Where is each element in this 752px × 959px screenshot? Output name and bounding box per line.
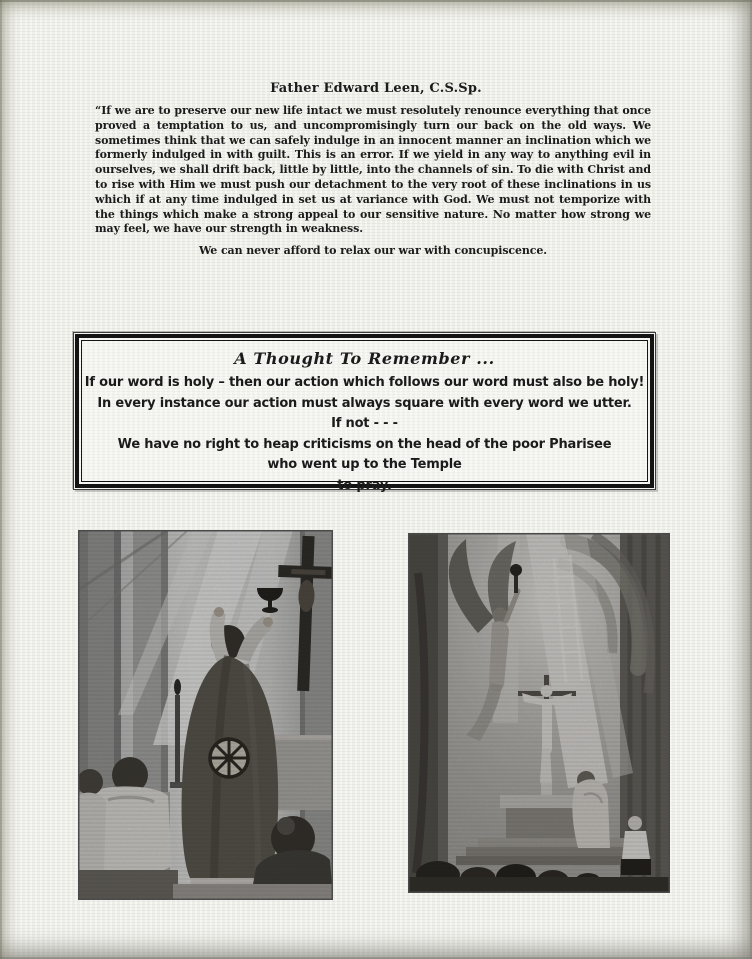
thought-box-line-4: We have no right to heap criticisms on the head of the poor Pharisee — [117, 436, 612, 452]
quote-block — [95, 104, 651, 259]
thought-box-frame — [73, 332, 656, 493]
angel-altar-image — [408, 533, 670, 893]
thought-box-line-5: who went up to the Temple — [267, 457, 462, 472]
thought-box-line-2: In every instance our action must always square with every word we utter. — [97, 395, 632, 411]
thought-box-line-3: If not - - - — [331, 416, 398, 431]
thought-box-heading: A Thought To Remember ... — [234, 349, 495, 368]
thought-box — [81, 340, 648, 493]
mass-elevation-image — [78, 530, 333, 900]
quote-closing-line: We can never afford to relax our war with concupiscence. — [198, 244, 548, 258]
thought-box-line-1: If our word is holy – then our action which follows our word must also be holy! — [84, 375, 645, 390]
thought-box-frame-mid — [75, 334, 654, 493]
page-title: Father Edward Leen, C.S.Sp. — [270, 81, 482, 96]
thought-box-line-6: to pray. — [337, 477, 392, 493]
quote-paragraph: “If we are to preserve our new life intact we must resolutely renounce everything that once proved a temptation to us, and uncompromisingly turn our back on the old ways. We sometimes think that we can safely indulge in an innocent manner an inclination which we formerly indulged in with guilt. This is an error. If we yield in any way to anything evil in ourselves, we shall drift back, little by little, into the channels of sin. To die with Christ and to rise with Him we must push our detachment to the very root of these inclinations in us which if at any time indulged in set us at variance with God. We must not temporize with the things which make a strong appeal to our sensitive nature. No matter how strong we may feel, we have our strength in weakness. — [95, 104, 651, 236]
